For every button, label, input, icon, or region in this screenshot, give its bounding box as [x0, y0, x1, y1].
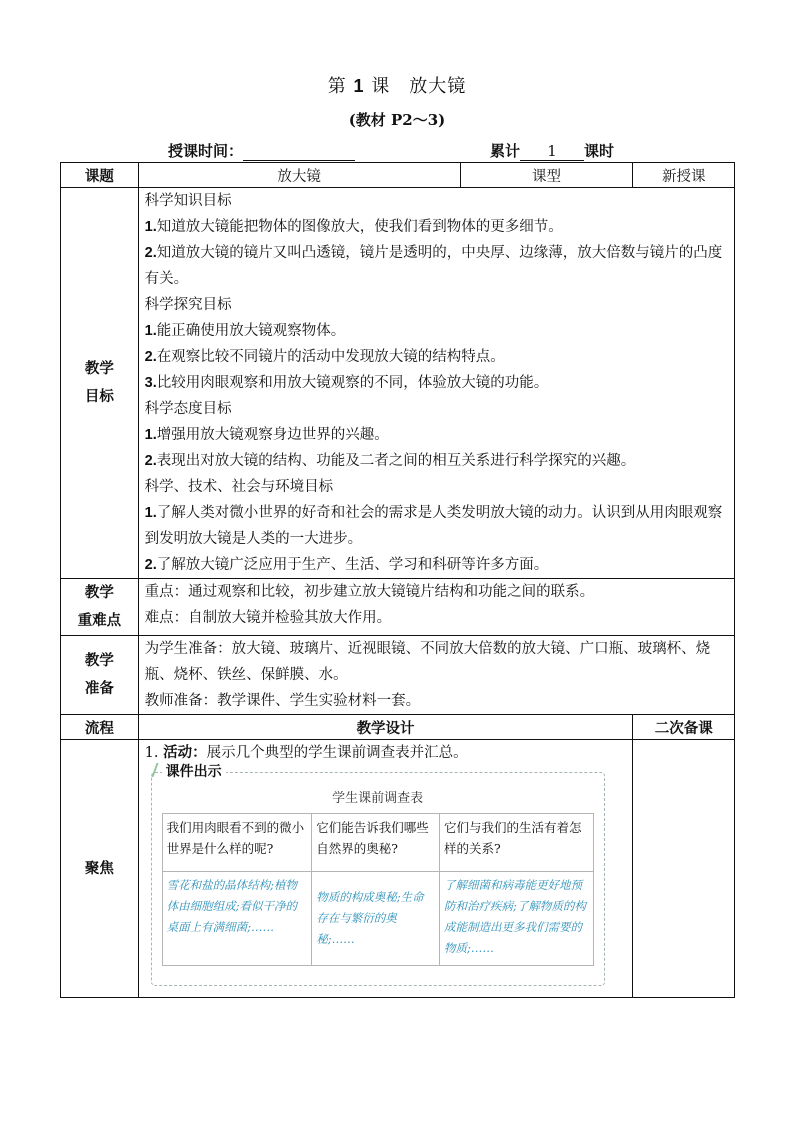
flow-label: 流程 [61, 715, 139, 740]
survey-question: 我们用肉眼看不到的微小世界是什么样的呢? [162, 814, 312, 872]
teaching-time-blank[interactable] [243, 142, 355, 161]
key-points-label: 教学 重难点 [61, 579, 139, 636]
lesson-number: 1 [353, 76, 365, 96]
topic-row [61, 163, 735, 188]
second-prep-cell[interactable] [633, 740, 735, 998]
goals-label: 教学 目标 [61, 188, 139, 579]
survey-question: 它们能告诉我们哪些自然界的奥秘? [312, 814, 440, 872]
attitude-goal-2: 2.表现出对放大镜的结构、功能及二者之间的相互关系进行科学探究的兴趣。 [144, 453, 636, 469]
teaching-time [168, 140, 355, 161]
survey-question: 它们与我们的生活有着怎样的关系? [440, 814, 594, 872]
inquiry-goal-heading: 科学探究目标 [144, 297, 232, 313]
textbook-pages: (教材 P2～3) [348, 111, 446, 129]
student-preparation: 为学生准备：放大镜、玻璃片、近视眼镜、不同放大倍数的放大镜、广口瓶、玻璃杯、烧瓶、烧杯、铁丝、保鲜膜、水。 [144, 641, 711, 683]
goals-content [138, 188, 734, 579]
inquiry-goal-2: 2.在观察比较不同镜片的活动中发现放大镜的结构特点。 [144, 349, 505, 365]
title-prefix: 第 [327, 76, 347, 97]
survey-answer: 物质的构成奥秘;生命存在与繁衍的奥秘;…… [312, 872, 440, 966]
key-points-content [138, 579, 734, 636]
preparation-label: 教学 准备 [61, 636, 139, 715]
flow-header-row [61, 715, 735, 740]
focus-label: 聚焦 [61, 740, 139, 998]
survey-answer-row [162, 872, 593, 966]
topic-value: 放大镜 [138, 163, 460, 188]
lesson-plan-table [60, 162, 735, 998]
survey-answer: 了解细菌和病毒能更好地预防和治疗疾病;了解物质的构成能制造出更多我们需要的物质;…… [440, 872, 594, 966]
topic-label: 课题 [61, 163, 139, 188]
courseware-tag: 课件出示 [162, 761, 226, 781]
type-label: 课型 [460, 163, 633, 188]
difficult-point: 难点：自制放大镜并检验其放大作用。 [144, 610, 392, 626]
society-goal-2: 2.了解放大镜广泛应用于生产、生活、学习和科研等许多方面。 [144, 557, 549, 573]
teacher-preparation: 教师准备：教学课件、学生实验材料一套。 [144, 693, 421, 709]
preparation-row [61, 636, 735, 715]
society-goal-heading: 科学、技术、社会与环境目标 [144, 479, 334, 495]
goals-row [61, 188, 735, 579]
teaching-time-label: 授课时间： [168, 142, 244, 160]
key-points-row [61, 579, 735, 636]
lesson-title [0, 72, 794, 98]
courseware-box [151, 764, 605, 986]
knowledge-goal-heading: 科学知识目标 [144, 193, 232, 209]
survey-title: 学生课前调查表 [332, 791, 424, 806]
inquiry-goal-1: 1.能正确使用放大镜观察物体。 [144, 323, 346, 339]
total-hours-value[interactable]: 1 [520, 142, 584, 161]
design-label: 教学设计 [138, 715, 633, 740]
knowledge-goal-1: 1.知道放大镜能把物体的图像放大，使我们看到物体的更多细节。 [144, 219, 563, 235]
knowledge-goal-2: 2.知道放大镜的镜片又叫凸透镜，镜片是透明的，中央厚、边缘薄，放大倍数与镜片的凸度有关。 [144, 245, 723, 287]
second-prep-label: 二次备课 [633, 715, 735, 740]
total-hours-unit: 课时 [584, 142, 615, 160]
survey-answer: 雪花和盐的晶体结构;植物体由细胞组成;看似干净的桌面上有满细菌;…… [162, 872, 312, 966]
survey-question-row [162, 814, 593, 872]
attitude-goal-heading: 科学态度目标 [144, 401, 232, 417]
total-hours-label: 累计 [490, 142, 521, 160]
inquiry-goal-3: 3.比较用肉眼观察和用放大镜观察的不同，体验放大镜的功能。 [144, 375, 549, 391]
society-goal-1: 1.了解人类对微小世界的好奇和社会的需求是人类发明放大镜的动力。认识到从用肉眼观察到发明放大镜是人类的一大进步。 [144, 505, 723, 547]
focus-row [61, 740, 735, 998]
activity-line: 1. 活动：展示几个典型的学生课前调查表并汇总。 [144, 745, 468, 761]
survey-table [162, 813, 594, 966]
focus-content [138, 740, 633, 998]
key-point: 重点：通过观察和比较，初步建立放大镜镜片结构和功能之间的联系。 [144, 584, 595, 600]
preparation-content [138, 636, 734, 715]
type-value: 新授课 [633, 163, 735, 188]
total-hours [490, 140, 614, 161]
title-suffix: 课 放大镜 [371, 76, 467, 97]
attitude-goal-1: 1.增强用放大镜观察身边世界的兴趣。 [144, 427, 389, 443]
